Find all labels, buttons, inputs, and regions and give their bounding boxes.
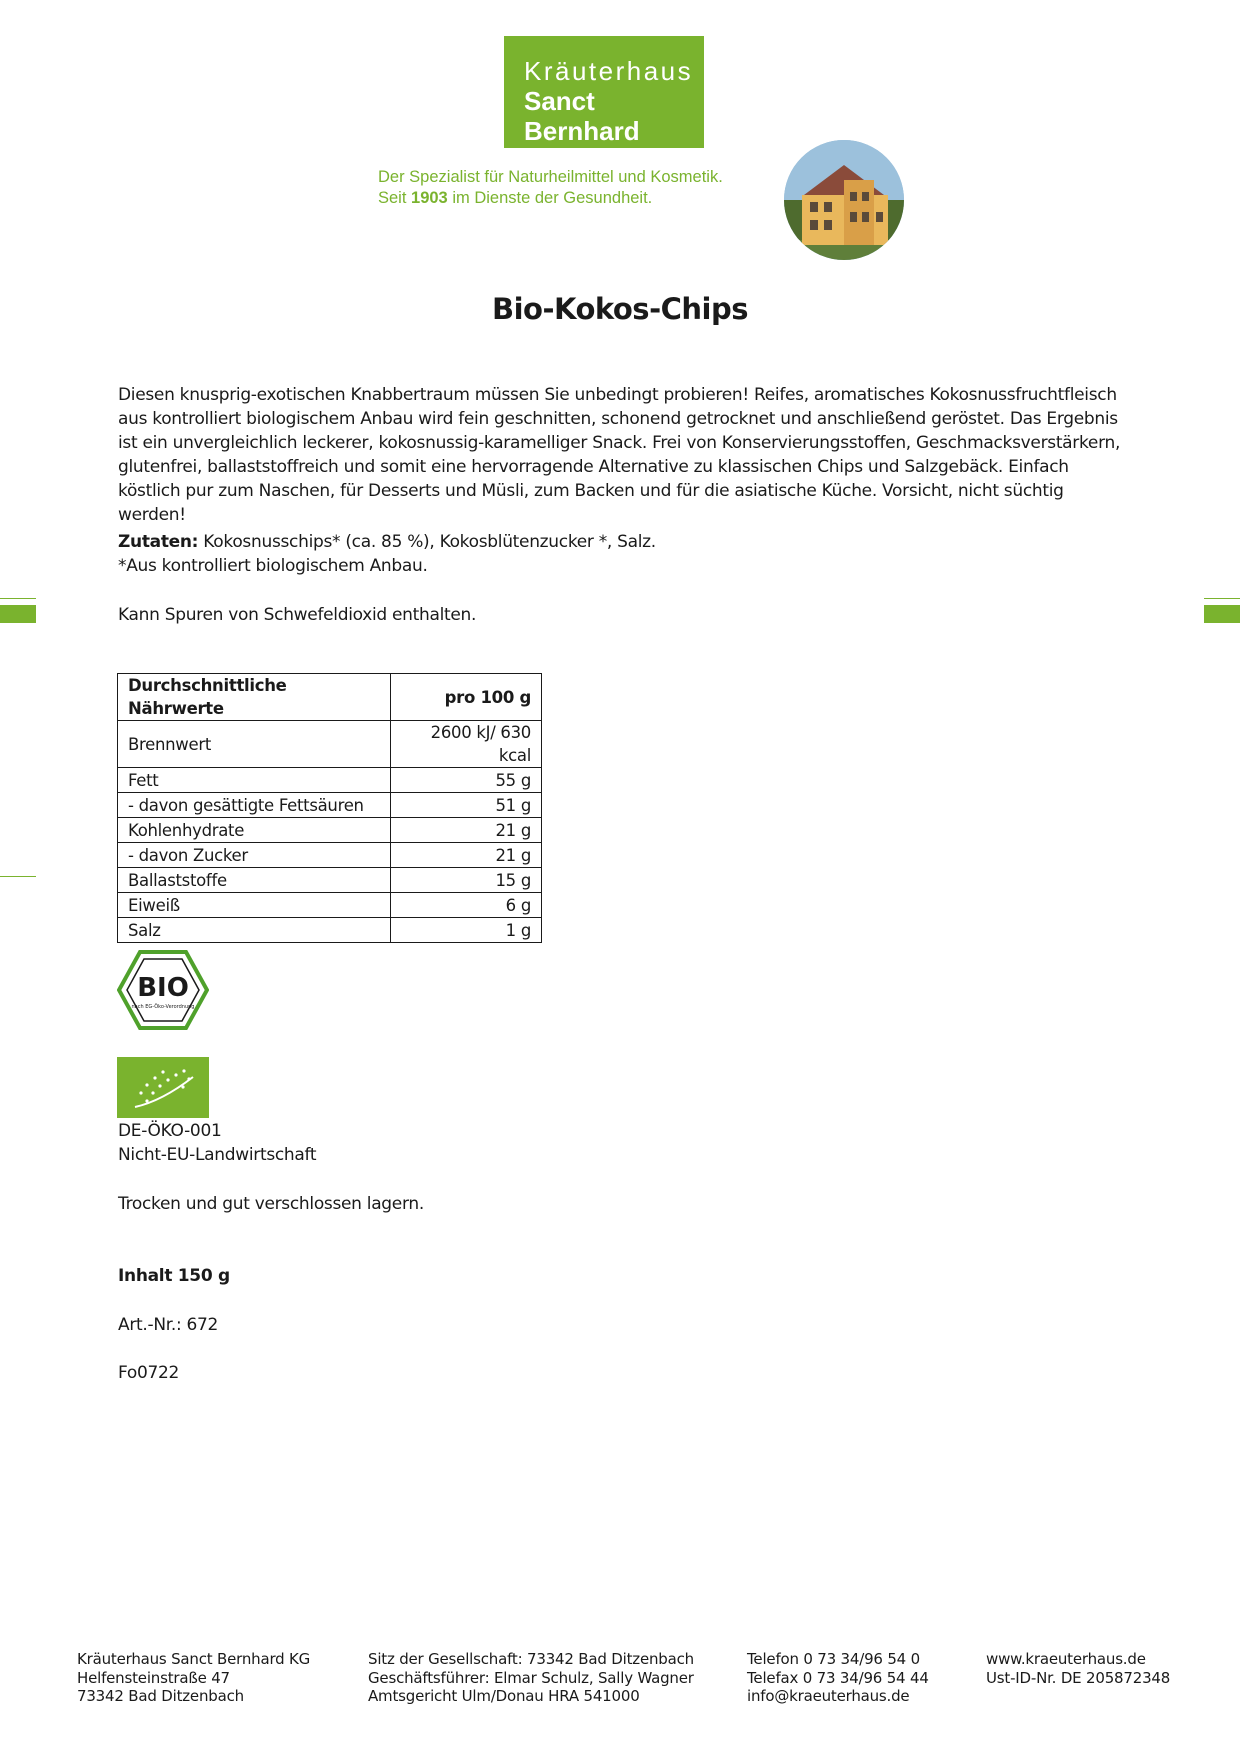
nutrient-value: 51 g [391,793,542,818]
table-row [118,843,542,868]
control-code: DE-ÖKO-001 [118,1121,222,1141]
ingredients-block [118,530,1128,578]
footer-company [77,1650,310,1706]
ingredients-note: *Aus kontrolliert biologischem Anbau. [118,556,428,576]
nutrient-value: 1 g [391,918,542,943]
nutrient-label: Fett [118,768,391,793]
content-amount: Inhalt 150 g [118,1266,230,1286]
footer-text: 73342 Bad Ditzenbach [77,1687,244,1705]
footer-text: Amtsgericht Ulm/Donau HRA 541000 [368,1687,640,1705]
left-punch-line [0,876,36,877]
footer-contact [747,1650,929,1706]
company-logo [504,36,704,148]
storage-note: Trocken und gut verschlossen lagern. [118,1194,424,1214]
product-description: Diesen knusprig-exotischen Knabbertraum müssen Sie unbedingt probieren! Reifes, aromatisches Kokosnussfruchtfleisch aus kontrolliert biologischem Anbau wird fein geschnitten, schonend getrocknet und anschließend geröstet. Das Ergebnis ist ein unvergleichlich leckerer, kokosnussig-karamelliger Snack. Frei von Konservierungsstoffen, Geschmacksverstärkern, glutenfrei, ballaststoffreich und somit eine hervorragende Alternative zu klassischen Chips und Salzgebäck. Einfach köstlich pur zum Naschen, für Desserts und Müsli, zum Backen und für die asiatische Küche. Vorsicht, nicht süchtig werden! [118,385,1121,525]
nutrient-label: Brennwert [118,721,391,768]
article-number: Art.-Nr.: 672 [118,1315,219,1335]
table-row [118,868,542,893]
tagline-line-2: Seit 1903 im Dienste der Gesundheit. [378,189,653,207]
footer-text: Helfensteinstraße 47 [77,1668,230,1687]
table-row [118,721,542,768]
product-title: Bio-Kokos-Chips [491,292,748,326]
nutrition-header-row [118,674,542,721]
bio-seal-icon [117,950,209,1030]
logo-line-1: Kräuterhaus [524,56,694,86]
table-row [118,768,542,793]
right-fold-line [1204,598,1240,599]
nutrient-label: Ballaststoffe [118,868,391,893]
nutrient-value: 21 g [391,818,542,843]
table-row [118,918,542,943]
footer-phone: Telefon 0 73 34/96 54 0 [747,1650,920,1668]
svg-text:BIO: BIO [137,973,189,1003]
certification-block [118,1119,1128,1167]
footer-vat-id: Ust-ID-Nr. DE 205872348 [986,1668,1171,1687]
nutrition-header-label: Durchschnittliche Nährwerte [118,674,391,721]
allergen-note: Kann Spuren von Schwefeldioxid enthalten. [118,605,477,625]
footer-web [986,1650,1170,1687]
nutrient-value: 15 g [391,868,542,893]
nutrient-value: 21 g [391,843,542,868]
company-tagline [378,167,758,209]
ingredients-label: Zutaten: [118,532,199,552]
building-photo [784,140,904,260]
eu-organic-logo-icon [117,1057,209,1118]
left-fold-marker [0,605,36,623]
table-row [118,793,542,818]
ingredients-line [118,530,1128,554]
left-fold-line [0,598,36,599]
nutrient-value: 55 g [391,768,542,793]
nutrient-label: - davon Zucker [118,843,391,868]
right-fold-marker [1204,605,1240,623]
tagline-line-1: Der Spezialist für Naturheilmittel und Kosmetik. [378,168,723,186]
table-row [118,893,542,918]
nutrient-label: Kohlenhydrate [118,818,391,843]
footer-fax: Telefax 0 73 34/96 54 44 [747,1668,929,1687]
footer-website: www.kraeuterhaus.de [986,1650,1146,1668]
form-code: Fo0722 [118,1363,180,1383]
footer-text: Kräuterhaus Sanct Bernhard KG [77,1650,311,1668]
svg-text:nach EG-Öko-Verordnung: nach EG-Öko-Verordnung [131,1004,195,1010]
nutrient-label: Salz [118,918,391,943]
nutrient-value: 2600 kJ/ 630 kcal [391,721,542,768]
footer-email: info@kraeuterhaus.de [747,1687,910,1705]
origin-note: Nicht-EU-Landwirtschaft [118,1145,317,1165]
nutrition-table [117,673,542,943]
nutrient-value: 6 g [391,893,542,918]
footer-text: Geschäftsführer: Elmar Schulz, Sally Wagner [368,1668,694,1687]
footer-text: Sitz der Gesellschaft: 73342 Bad Ditzenbach [368,1650,694,1668]
nutrient-label: Eiweiß [118,893,391,918]
nutrition-header-value: pro 100 g [391,674,542,721]
logo-line-2: Sanct Bernhard [524,86,640,146]
footer-legal [368,1650,694,1706]
table-row [118,818,542,843]
nutrient-label: - davon gesättigte Fettsäuren [118,793,391,818]
ingredients-text: Kokosnusschips* (ca. 85 %), Kokosblütenzucker *, Salz. [198,532,656,552]
